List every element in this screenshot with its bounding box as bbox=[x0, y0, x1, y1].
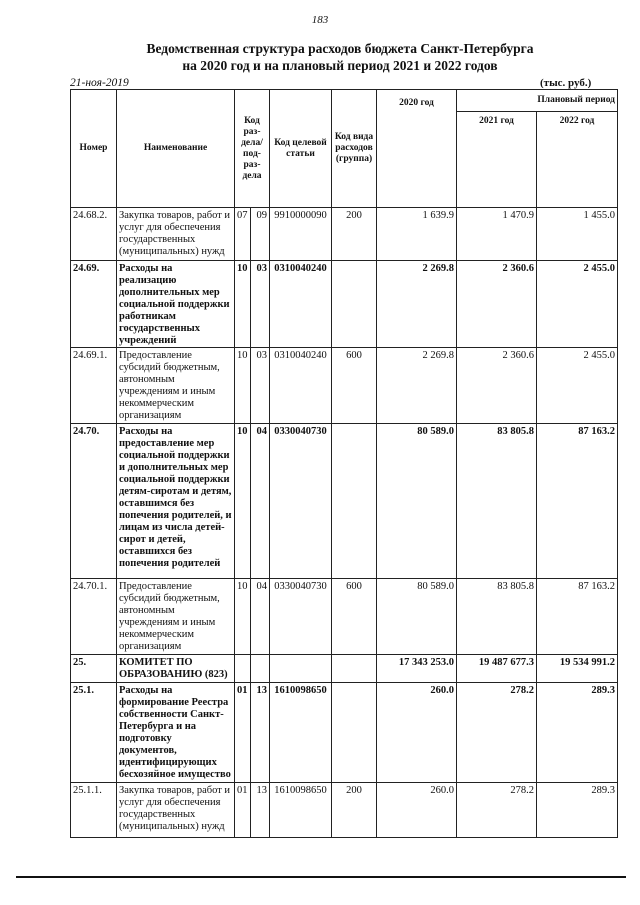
table-row bbox=[71, 348, 618, 424]
budget-table bbox=[70, 89, 618, 838]
row-section bbox=[235, 655, 251, 683]
document-title bbox=[40, 40, 640, 74]
row-name: Расходы на формирование Реестра собственности Санкт-Петербурга и на подготовку документов, идентифицирующих бесхозяйное имущество bbox=[117, 683, 235, 783]
page-number: 183 bbox=[311, 14, 329, 26]
bottom-rule bbox=[16, 876, 626, 878]
row-target-code: 0310040240 bbox=[270, 261, 332, 348]
row-target-code: 9910000090 bbox=[270, 208, 332, 261]
row-amount-2020: 2 269.8 bbox=[377, 261, 457, 348]
units-label: (тыс. руб.) bbox=[540, 77, 592, 89]
row-number: 25.1. bbox=[71, 683, 117, 783]
row-amount-2021: 1 470.9 bbox=[457, 208, 537, 261]
row-name: Предоставление субсидий бюджетным, автономным учреждениям и иным некоммерческим организациям bbox=[117, 579, 235, 655]
row-expense-type: 600 bbox=[332, 348, 377, 424]
row-name: Расходы на предоставление мер социальной поддержки и дополнительных мер социальной поддержки детям-сиротам и детям, оставшимся без попечения родителей, и лицам из числа детей-сирот и детей, оставшихся без попечения родителей bbox=[117, 424, 235, 579]
row-target-code: 0330040730 bbox=[270, 579, 332, 655]
row-subsection: 13 bbox=[251, 783, 270, 838]
table-row bbox=[71, 261, 618, 348]
row-subsection: 03 bbox=[251, 261, 270, 348]
row-amount-2021: 83 805.8 bbox=[457, 579, 537, 655]
row-amount-2020: 1 639.9 bbox=[377, 208, 457, 261]
row-amount-2022: 19 534 991.2 bbox=[537, 655, 618, 683]
header-year-2021: 2021 год bbox=[457, 112, 537, 208]
row-target-code bbox=[270, 655, 332, 683]
header-target-code: Код целевой статьи bbox=[270, 90, 332, 208]
row-number: 24.69.1. bbox=[71, 348, 117, 424]
row-amount-2022: 2 455.0 bbox=[537, 348, 618, 424]
row-target-code: 1610098650 bbox=[270, 783, 332, 838]
row-expense-type: 200 bbox=[332, 783, 377, 838]
table-row bbox=[71, 424, 618, 579]
header-name: Наименование bbox=[117, 90, 235, 208]
row-section: 10 bbox=[235, 348, 251, 424]
row-amount-2021: 19 487 677.3 bbox=[457, 655, 537, 683]
row-amount-2020: 80 589.0 bbox=[377, 579, 457, 655]
row-amount-2021: 278.2 bbox=[457, 783, 537, 838]
row-name: КОМИТЕТ ПО ОБРАЗОВАНИЮ (823) bbox=[117, 655, 235, 683]
table-row bbox=[71, 208, 618, 261]
row-section: 01 bbox=[235, 783, 251, 838]
row-amount-2021: 83 805.8 bbox=[457, 424, 537, 579]
header-number: Номер bbox=[71, 90, 117, 208]
row-number: 24.70. bbox=[71, 424, 117, 579]
row-amount-2020: 80 589.0 bbox=[377, 424, 457, 579]
row-amount-2021: 2 360.6 bbox=[457, 348, 537, 424]
row-amount-2021: 278.2 bbox=[457, 683, 537, 783]
row-subsection bbox=[251, 655, 270, 683]
title-line-1: Ведомственная структура расходов бюджета Санкт-Петербурга bbox=[146, 41, 534, 56]
row-number: 25. bbox=[71, 655, 117, 683]
row-amount-2020: 2 269.8 bbox=[377, 348, 457, 424]
header-year-2022: 2022 год bbox=[537, 112, 618, 208]
row-amount-2022: 289.3 bbox=[537, 683, 618, 783]
table-row bbox=[71, 655, 618, 683]
row-amount-2021: 2 360.6 bbox=[457, 261, 537, 348]
row-name: Закупка товаров, работ и услуг для обеспечения государственных (муниципальных) нужд bbox=[117, 208, 235, 261]
row-target-code: 1610098650 bbox=[270, 683, 332, 783]
row-expense-type bbox=[332, 261, 377, 348]
row-number: 24.68.2. bbox=[71, 208, 117, 261]
row-amount-2022: 87 163.2 bbox=[537, 579, 618, 655]
table-row bbox=[71, 783, 618, 838]
row-subsection: 04 bbox=[251, 579, 270, 655]
row-expense-type: 200 bbox=[332, 208, 377, 261]
header-expense-type-code: Код вида расходов (группа) bbox=[332, 90, 377, 208]
row-target-code: 0330040730 bbox=[270, 424, 332, 579]
table-row bbox=[71, 683, 618, 783]
row-amount-2020: 17 343 253.0 bbox=[377, 655, 457, 683]
row-section: 01 bbox=[235, 683, 251, 783]
header-section-code: Код раз-дела/ под-раз-дела bbox=[235, 90, 270, 208]
row-name: Закупка товаров, работ и услуг для обеспечения государственных (муниципальных) нужд bbox=[117, 783, 235, 838]
row-subsection: 04 bbox=[251, 424, 270, 579]
row-amount-2020: 260.0 bbox=[377, 683, 457, 783]
row-section: 10 bbox=[235, 424, 251, 579]
row-amount-2022: 1 455.0 bbox=[537, 208, 618, 261]
row-expense-type bbox=[332, 683, 377, 783]
header-planning-period: Плановый период bbox=[457, 90, 618, 112]
row-expense-type bbox=[332, 424, 377, 579]
row-name: Расходы на реализацию дополнительных мер социальной поддержки работникам государственных учреждений bbox=[117, 261, 235, 348]
row-number: 24.69. bbox=[71, 261, 117, 348]
table-row bbox=[71, 579, 618, 655]
header-year-2020: 2020 год bbox=[377, 90, 457, 208]
row-subsection: 13 bbox=[251, 683, 270, 783]
row-section: 07 bbox=[235, 208, 251, 261]
row-section: 10 bbox=[235, 261, 251, 348]
title-line-2: на 2020 год и на плановый период 2021 и 2022 годов bbox=[182, 58, 498, 73]
document-date: 21-ноя-2019 bbox=[70, 77, 129, 89]
row-expense-type bbox=[332, 655, 377, 683]
row-amount-2022: 289.3 bbox=[537, 783, 618, 838]
row-subsection: 09 bbox=[251, 208, 270, 261]
row-amount-2020: 260.0 bbox=[377, 783, 457, 838]
row-name: Предоставление субсидий бюджетным, автономным учреждениям и иным некоммерческим организациям bbox=[117, 348, 235, 424]
row-expense-type: 600 bbox=[332, 579, 377, 655]
row-amount-2022: 87 163.2 bbox=[537, 424, 618, 579]
row-subsection: 03 bbox=[251, 348, 270, 424]
row-section: 10 bbox=[235, 579, 251, 655]
row-target-code: 0310040240 bbox=[270, 348, 332, 424]
row-amount-2022: 2 455.0 bbox=[537, 261, 618, 348]
row-number: 25.1.1. bbox=[71, 783, 117, 838]
row-number: 24.70.1. bbox=[71, 579, 117, 655]
